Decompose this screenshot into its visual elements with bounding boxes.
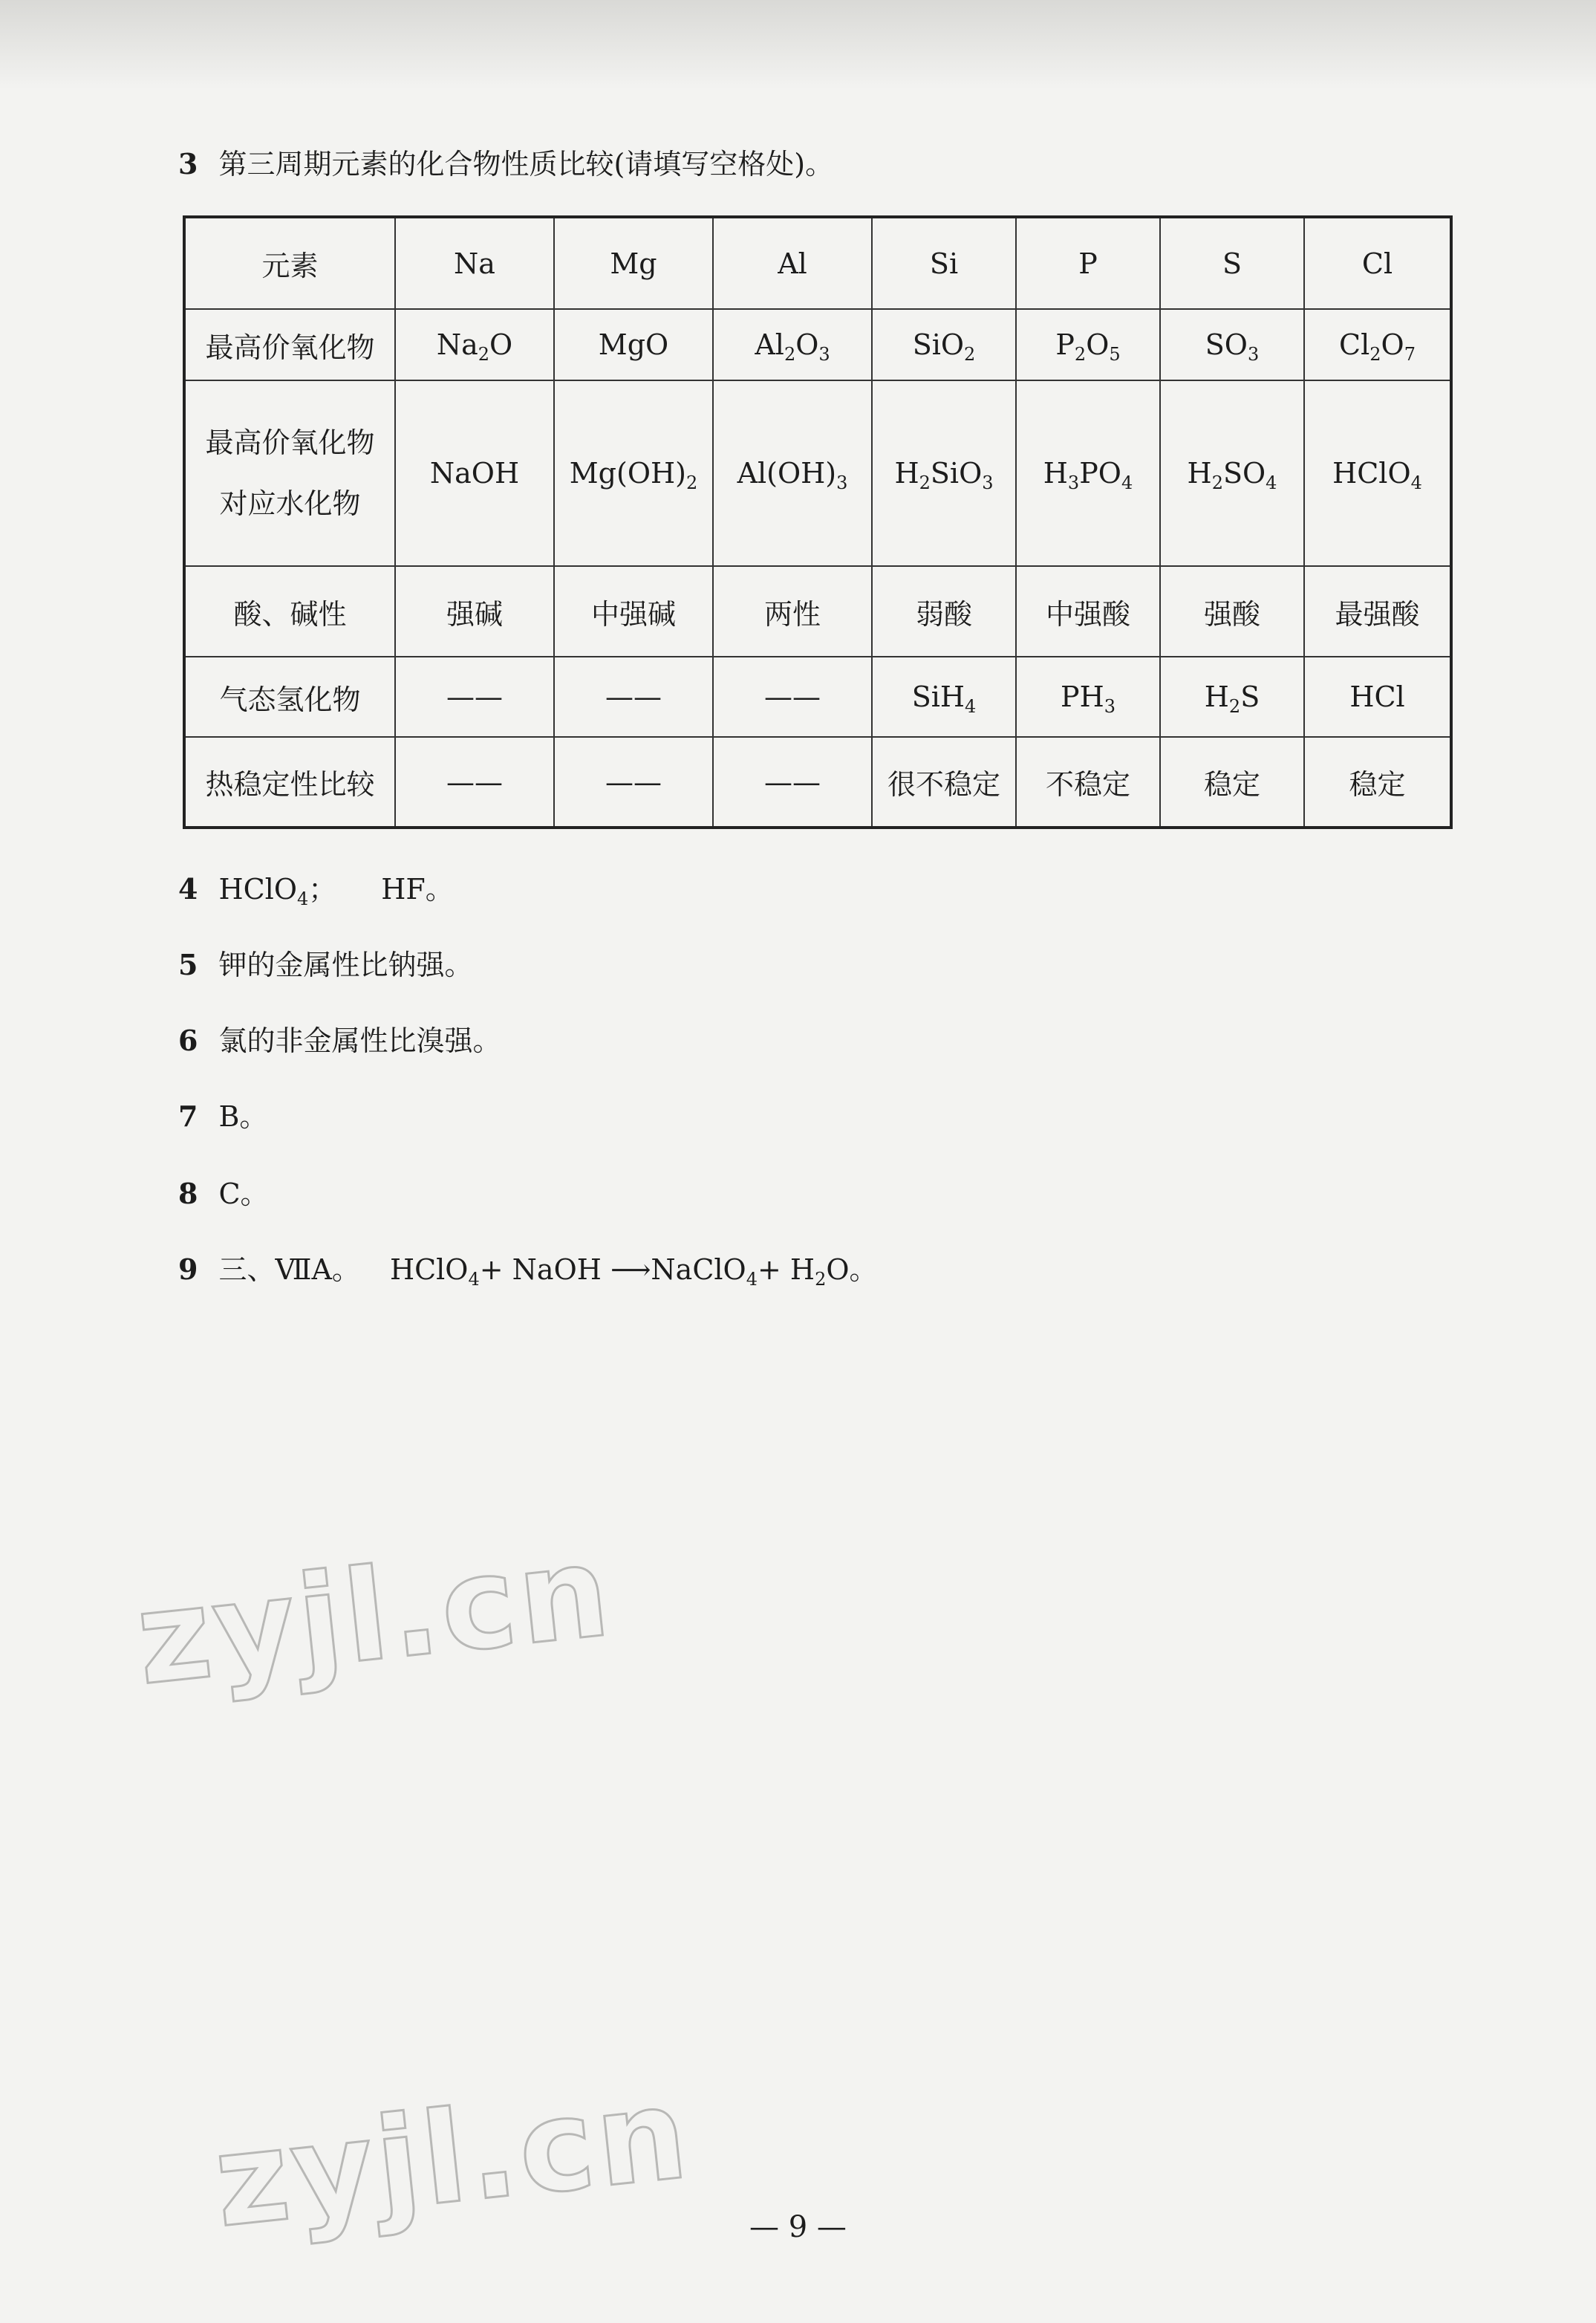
formula-cell: $H_2S$ xyxy=(1160,657,1304,737)
formula-cell: $P_2O_5$ xyxy=(1016,309,1160,380)
acidity-cell: 中强碱 xyxy=(554,566,713,657)
acidity-cell: 最强酸 xyxy=(1304,566,1451,657)
table-row-header xyxy=(184,217,1451,309)
page-number: — 9 — xyxy=(749,2210,847,2244)
answer-9: 9 三、ⅦA。 HClO$_4$+ NaOH ⟶NaClO$_4$+ $H_2O$。 xyxy=(178,1253,878,1290)
formula-cell: SiO$_2$ xyxy=(872,309,1016,380)
stability-cell: —— xyxy=(554,737,713,828)
stability-cell: —— xyxy=(395,737,554,828)
formula-cell: $Mg(OH)_2$ xyxy=(554,380,713,566)
header-cell: Cl xyxy=(1304,217,1451,309)
formula-cell: —— xyxy=(554,657,713,737)
acidity-cell: 中强酸 xyxy=(1016,566,1160,657)
acidity-cell: 弱酸 xyxy=(872,566,1016,657)
answer-5: 5 钾的金属性比钠强。 xyxy=(178,948,473,981)
watermark-logo: zyjl.cn xyxy=(208,2060,697,2256)
formula-cell: $H_2SO_4$ xyxy=(1160,380,1304,566)
formula-cell: $H_2SiO_3$ xyxy=(872,380,1016,566)
formula-cell: NaOH xyxy=(395,380,554,566)
stability-cell: 稳定 xyxy=(1160,737,1304,828)
header-cell: P xyxy=(1016,217,1160,309)
acidity-cell: 两性 xyxy=(713,566,872,657)
acidity-cell: 强酸 xyxy=(1160,566,1304,657)
table-row-hydrate xyxy=(184,380,1451,566)
row-label: 热稳定性比较 xyxy=(184,737,395,828)
formula-cell: $H_3PO_4$ xyxy=(1016,380,1160,566)
row-label: 酸、碱性 xyxy=(184,566,395,657)
row-label: 气态氢化物 xyxy=(184,657,395,737)
table-row-stability xyxy=(184,737,1451,828)
header-cell: Si xyxy=(872,217,1016,309)
answer-4: 4 HClO$_4$； HF。 xyxy=(178,872,454,909)
answer-8: 8 C。 xyxy=(178,1177,269,1210)
answer-6: 6 氯的非金属性比溴强。 xyxy=(178,1024,501,1057)
header-cell: Al xyxy=(713,217,872,309)
formula-cell: —— xyxy=(713,657,872,737)
formula-cell: —— xyxy=(395,657,554,737)
table-row-oxide xyxy=(184,309,1451,380)
table-row-acidity xyxy=(184,566,1451,657)
formula-cell: HClO$_4$ xyxy=(1304,380,1451,566)
stability-cell: 不稳定 xyxy=(1016,737,1160,828)
header-cell: Na xyxy=(395,217,554,309)
header-cell: Mg xyxy=(554,217,713,309)
formula-cell: $Na_2O$ xyxy=(395,309,554,380)
header-cell: 元素 xyxy=(184,217,395,309)
stability-cell: 稳定 xyxy=(1304,737,1451,828)
formula-cell: HCl xyxy=(1304,657,1451,737)
item-number: 3 xyxy=(178,147,198,181)
formula-cell: $Cl_2O_7$ xyxy=(1304,309,1451,380)
formula-cell: $PH_3$ xyxy=(1016,657,1160,737)
row-label: 最高价氧化物 xyxy=(184,309,395,380)
formula-cell: $Al_2O_3$ xyxy=(713,309,872,380)
compound-comparison-table xyxy=(183,215,1453,829)
item-3-heading xyxy=(178,146,833,183)
row-label: 最高价氧化物 对应水化物 xyxy=(184,380,395,566)
formula-cell: MgO xyxy=(554,309,713,380)
table-row-hydride xyxy=(184,657,1451,737)
header-cell: S xyxy=(1160,217,1304,309)
formula-cell: SiH$_4$ xyxy=(872,657,1016,737)
stability-cell: —— xyxy=(713,737,872,828)
item-title: 第三周期元素的化合物性质比较(请填写空格处)。 xyxy=(218,148,834,181)
stability-cell: 很不稳定 xyxy=(872,737,1016,828)
formula-cell: $SO_3$ xyxy=(1160,309,1304,380)
scan-shadow xyxy=(0,0,1596,89)
acidity-cell: 强碱 xyxy=(395,566,554,657)
formula-cell: $Al(OH)_3$ xyxy=(713,380,872,566)
watermark-logo: zyjl.cn xyxy=(130,1518,619,1714)
answer-7: 7 B。 xyxy=(178,1099,268,1133)
